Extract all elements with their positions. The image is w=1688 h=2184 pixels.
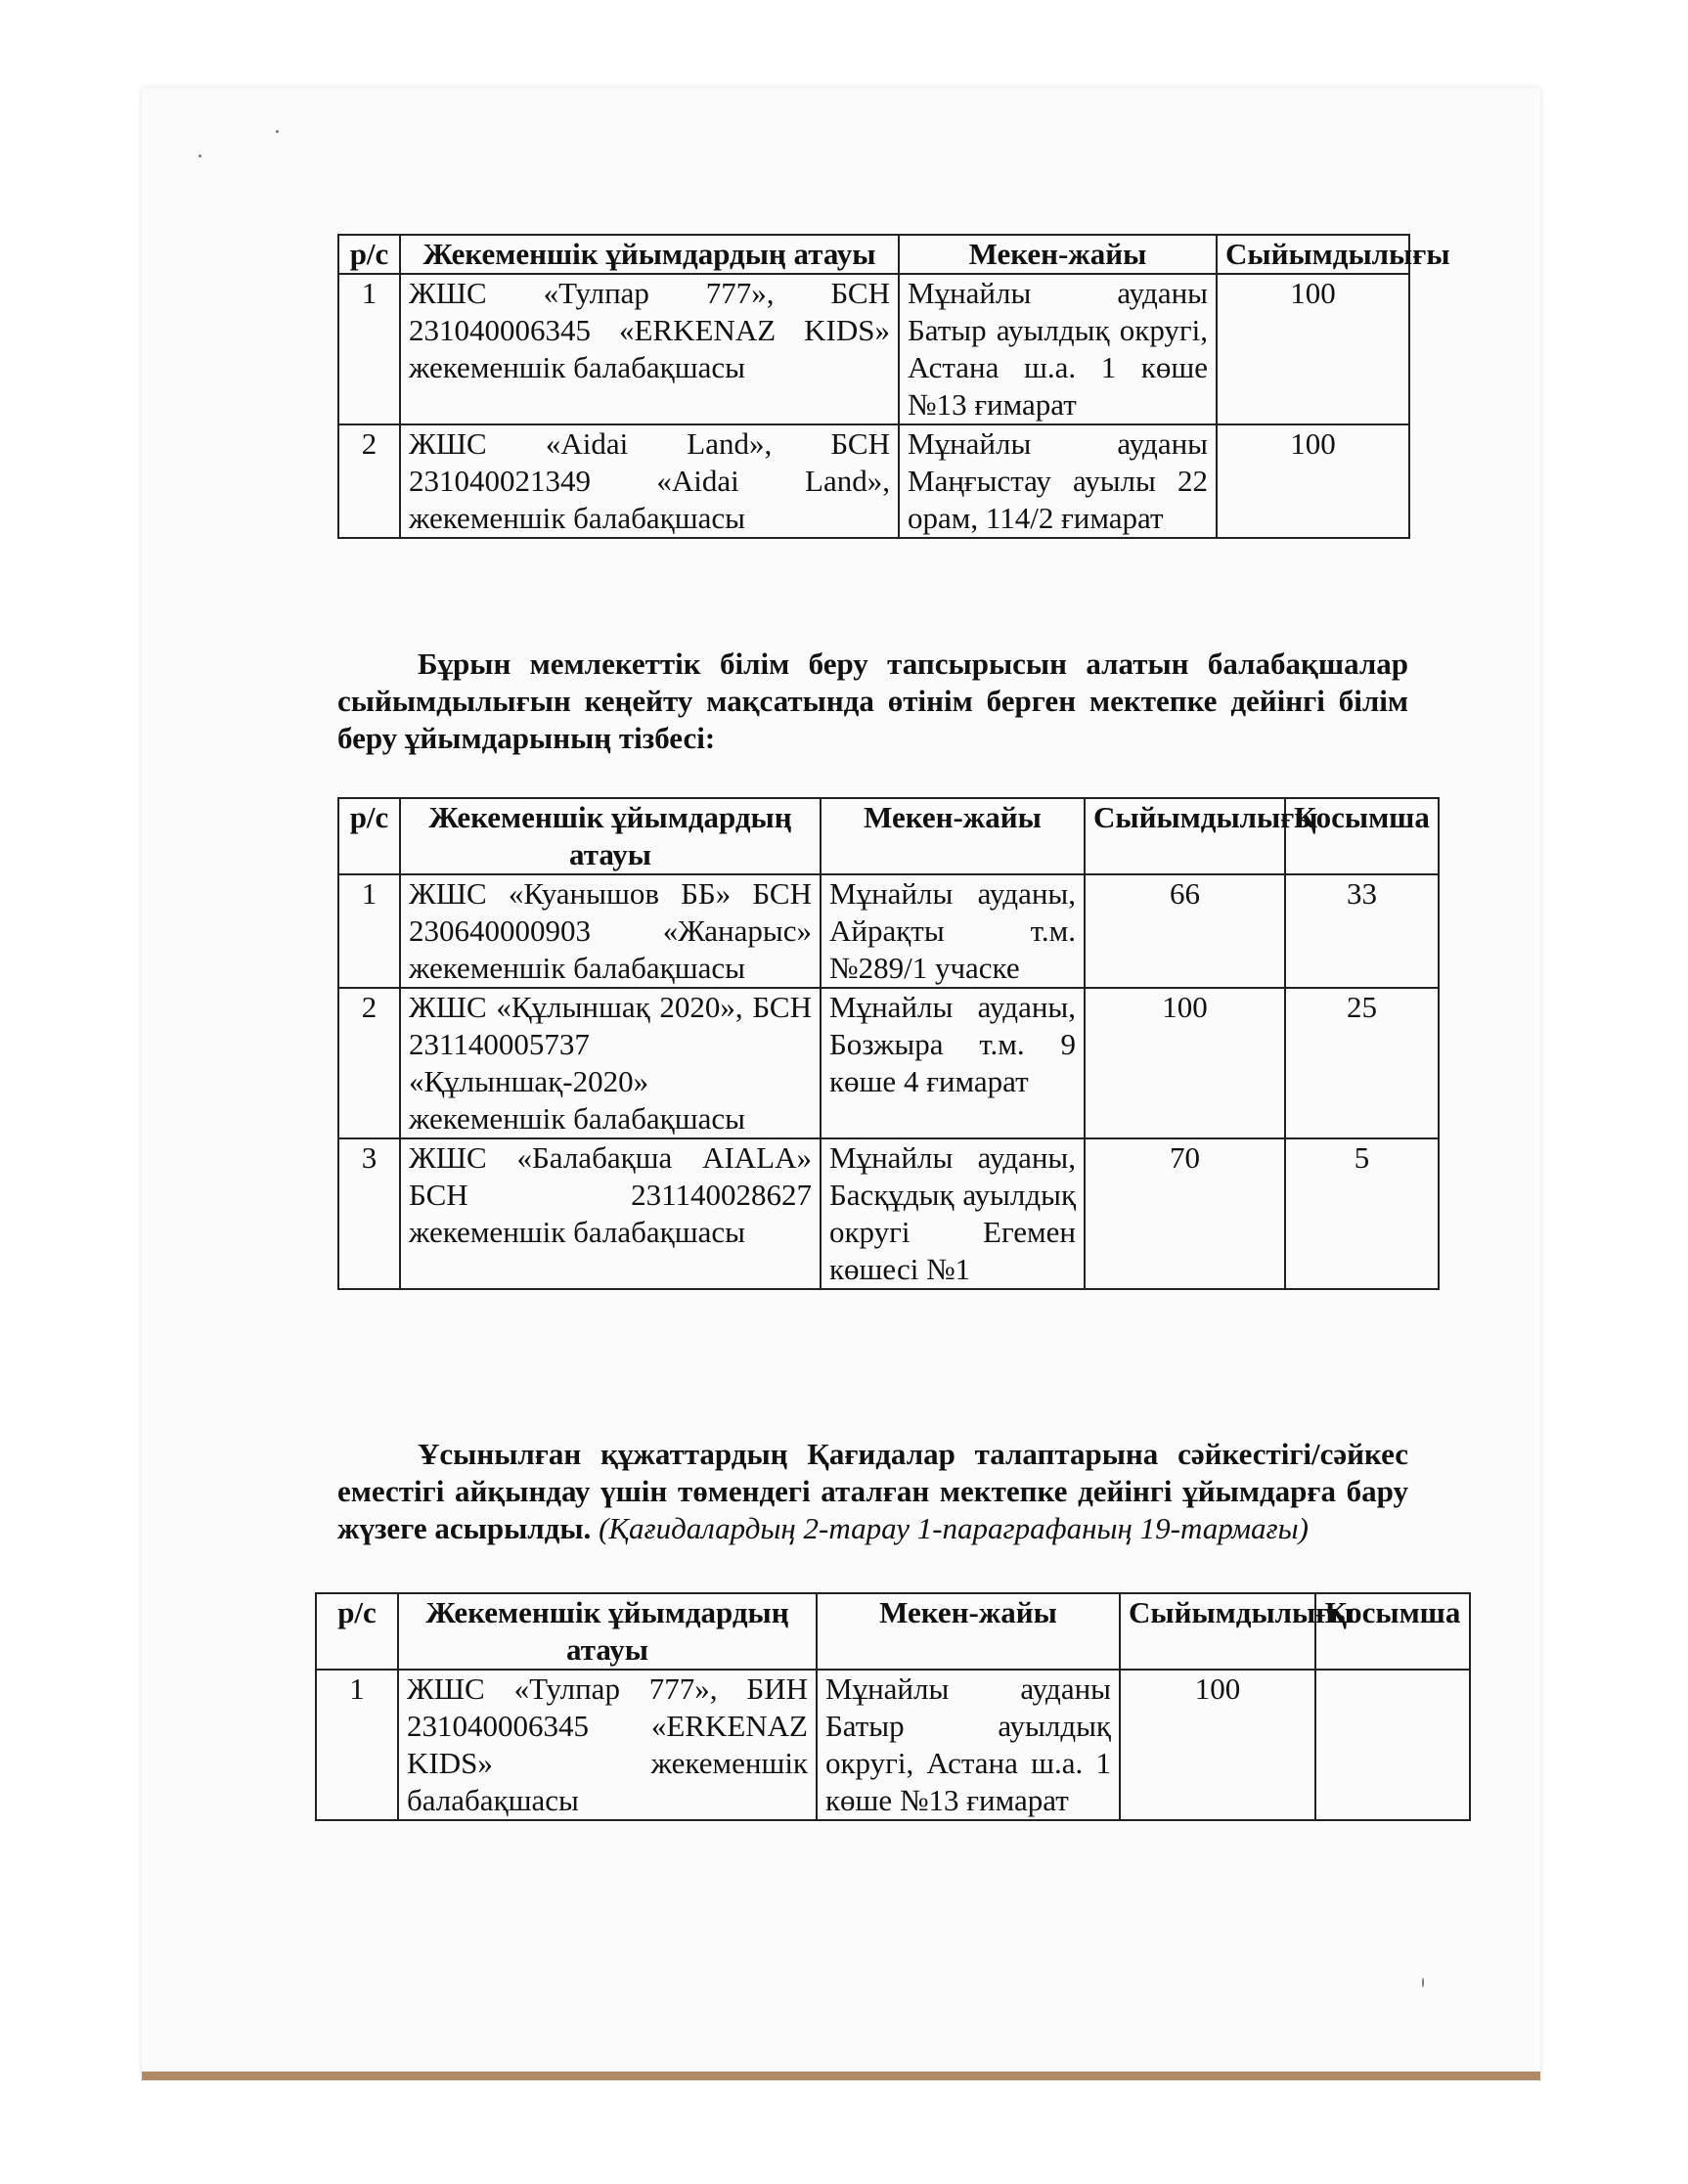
row-address: Мұнайлы ауданы Батыр ауылдық округі, Астана ш.а. 1 көше №13 ғимарат — [899, 274, 1217, 424]
header-extra: Қосымша — [1285, 798, 1439, 874]
table-header-row — [316, 1593, 1470, 1670]
row-name: ЖШС «Балабақша AIALA» БСН 231140028627 жекеменшік балабақшасы — [400, 1138, 821, 1289]
header-name: Жекеменшік ұйымдардың атауы — [400, 235, 899, 274]
table-private-organizations — [337, 234, 1450, 539]
row-address: Мұнайлы ауданы Маңғыстау ауылы 22 орам, 114/2 ғимарат — [899, 424, 1217, 538]
row-name: ЖШС «Куанышов ББ» БСН 230640000903 «Жанарыс» жекеменшік балабақшасы — [400, 874, 821, 988]
header-address: Мекен-жайы — [899, 235, 1217, 274]
row-address: Мұнайлы ауданы, Бозжыра т.м. 9 көше 4 ғимарат — [821, 988, 1085, 1138]
header-address: Мекен-жайы — [817, 1593, 1120, 1670]
row-name: ЖШС «Тулпар 777», БИН 231040006345 «ERKENAZ KIDS» жекеменшік балабақшасы — [398, 1670, 817, 1820]
row-name: ЖШС «Aidai Land», БСН 231040021349 «Aidai Land», жекеменшік балабақшасы — [400, 424, 899, 538]
table-row — [338, 1138, 1439, 1289]
scan-speck — [199, 155, 201, 157]
rules-reference: (Қағидалардың 2-тарау 1-параграфаның 19-тармағы) — [599, 1511, 1309, 1545]
table-row — [338, 274, 1409, 424]
header-no: р/с — [338, 235, 400, 274]
header-capacity: Сыйымдылығы — [1217, 235, 1409, 274]
table-visited-organizations — [315, 1592, 1471, 1821]
scan-speck — [276, 130, 279, 133]
row-no: 1 — [338, 874, 400, 988]
header-capacity: Сыйымдылығы — [1120, 1593, 1315, 1670]
row-capacity: 100 — [1120, 1670, 1315, 1820]
table-row — [316, 1670, 1470, 1820]
row-extra: 33 — [1285, 874, 1439, 988]
table-row — [338, 424, 1409, 538]
row-capacity: 100 — [1217, 274, 1409, 424]
header-address: Мекен-жайы — [821, 798, 1085, 874]
table-row — [338, 988, 1439, 1138]
row-no: 1 — [316, 1670, 398, 1820]
intro-paragraph-visits — [337, 1436, 1408, 1547]
row-name: ЖШС «Тулпар 777», БСН 231040006345 «ERKENAZ KIDS» жекеменшік балабақшасы — [400, 274, 899, 424]
header-no: р/с — [338, 798, 400, 874]
header-no: р/с — [316, 1593, 398, 1670]
row-capacity: 100 — [1085, 988, 1285, 1138]
table-expansion-applicants — [337, 797, 1440, 1290]
header-extra: Қосымша — [1315, 1593, 1470, 1670]
row-no: 2 — [338, 424, 400, 538]
intro-paragraph-expansion: Бұрын мемлекеттік білім беру тапсырысын алатын балабақшалар сыйымдылығын кеңейту мақсатында өтінім берген мектепке дейінгі білім беру ұйымдарының тізбесі: — [337, 646, 1408, 755]
row-address: Мұнайлы ауданы, Басқұдық ауылдық округі Егемен көшесі №1 — [821, 1138, 1085, 1289]
row-capacity: 100 — [1217, 424, 1409, 538]
header-name: Жекеменшік ұйымдардың атауы — [400, 798, 821, 874]
row-extra: 5 — [1285, 1138, 1439, 1289]
row-capacity: 70 — [1085, 1138, 1285, 1289]
scan-speck — [1422, 1978, 1424, 1987]
table-row — [338, 874, 1439, 988]
header-capacity: Сыйымдылығы — [1085, 798, 1285, 874]
table-header-row — [338, 798, 1439, 874]
row-address: Мұнайлы ауданы Батыр ауылдық округі, Астана ш.а. 1 көше №13 ғимарат — [817, 1670, 1120, 1820]
row-extra: 25 — [1285, 988, 1439, 1138]
table-header-row — [338, 235, 1409, 274]
visits-text: Ұсынылған құжаттардың Қағидалар талаптарына сәйкестігі/сәйкес еместігі айқындау үшін төмендегі аталған мектепке дейінгі ұйымдарға бару жүзеге асырылды. — [337, 1437, 1408, 1545]
row-no: 2 — [338, 988, 400, 1138]
row-extra — [1315, 1670, 1470, 1820]
header-name: Жекеменшік ұйымдардың атауы — [398, 1593, 817, 1670]
row-address: Мұнайлы ауданы, Айрақты т.м. №289/1 учаске — [821, 874, 1085, 988]
row-capacity: 66 — [1085, 874, 1285, 988]
paper-edge — [142, 2072, 1540, 2080]
row-name: ЖШС «Құлыншақ 2020», БСН 231140005737 «Құлыншақ-2020» жекеменшік балабақшасы — [400, 988, 821, 1138]
row-no: 1 — [338, 274, 400, 424]
row-no: 3 — [338, 1138, 400, 1289]
